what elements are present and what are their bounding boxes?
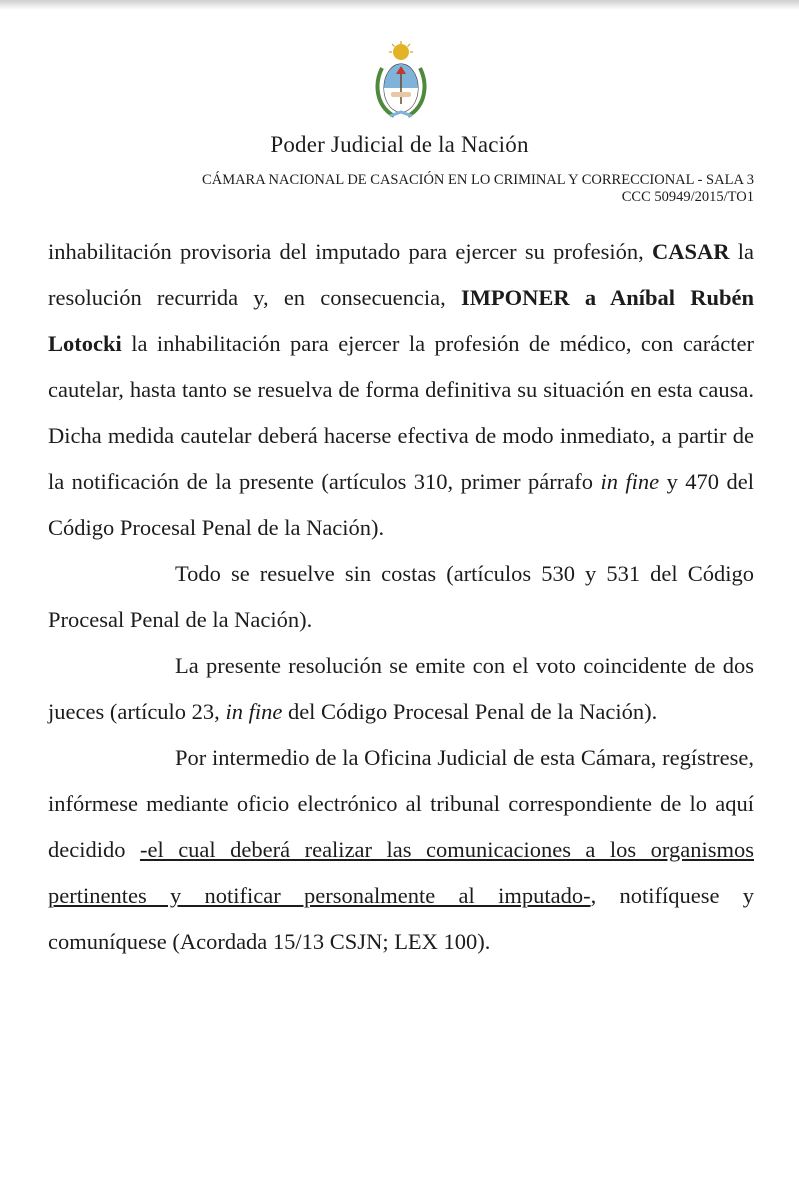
- in-fine-italic: in fine: [225, 699, 283, 724]
- paragraph-notification: Por intermedio de la Oficina Judicial de esta Cámara, regístrese, infórmese mediante oficio electrónico al tribunal correspondiente de lo aquí decidido -el cual deberá realizar las comunicaciones a los organismos pertinentes y notificar personalmente al imputado-, notifíquese y comuníquese (Acordada 15/13 CSJN; LEX 100).: [48, 745, 754, 954]
- casar-keyword: CASAR: [651, 239, 730, 264]
- chamber-name: CÁMARA NACIONAL DE CASACIÓN EN LO CRIMINAL Y CORRECCIONAL - SALA 3: [202, 172, 754, 188]
- paragraph-vote: La presente resolución se emite con el voto coincidente de dos jueces (artículo 23, in fine del Código Procesal Penal de la Nación).: [48, 653, 754, 724]
- court-name: Poder Judicial de la Nación: [270, 132, 529, 157]
- coat-of-arms-icon: [372, 40, 430, 122]
- paragraph-costs: Todo se resuelve sin costas (artículos 530 y 531 del Código Procesal Penal de la Nación).: [48, 561, 754, 632]
- paragraph-ruling: inhabilitación provisoria del imputado para ejercer su profesión, CASAR la resolución recurrida y, en consecuencia, IMPONER a Aníbal Rubén Lotocki la inhabilitación para ejercer la profesión de médico, con carácter cautelar, hasta tanto se resuelva de forma definitiva su situación en esta causa. Dicha medida cautelar deberá hacerse efectiva de modo inmediato, a partir de la notificación de la presente (artículos 310, primer párrafo in fine y 470 del Código Procesal Penal de la Nación).: [48, 239, 754, 540]
- imponer-keyword: IMPONER a Aníbal Rubén Lotocki: [48, 285, 754, 356]
- chamber-header: [202, 172, 754, 206]
- top-edge-shadow: [0, 0, 799, 10]
- sun-icon: [389, 41, 413, 60]
- in-fine-italic: in fine: [600, 469, 660, 494]
- underlined-clause: -el cual deberá realizar las comunicaciones a los organismos pertinentes y notificar personalmente al imputado-: [48, 837, 754, 908]
- case-number: CCC 50949/2015/TO1: [621, 189, 754, 205]
- resolution-body: [48, 229, 754, 965]
